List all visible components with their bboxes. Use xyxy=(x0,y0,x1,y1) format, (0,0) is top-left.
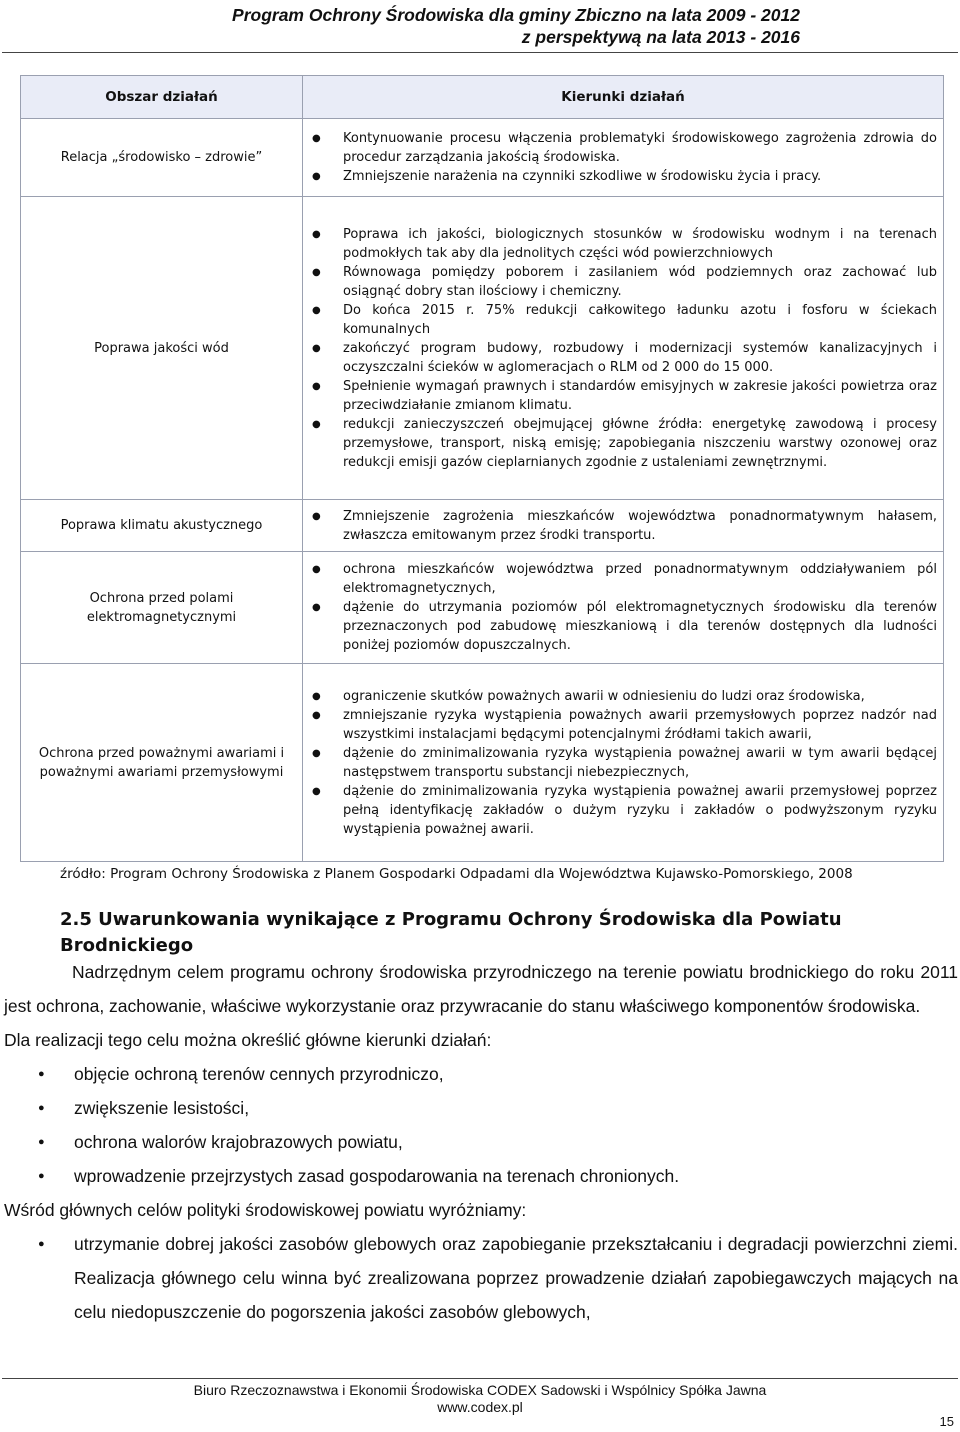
list-item: ● zmniejszanie ryzyka wystąpienia poważnych awarii przemysłowych poprzez nadzór nad wszystkimi instalacjami będącymi potencjalnymi źródłami takich awarii, xyxy=(303,706,943,744)
list-item: ● Zmniejszenie zagrożenia mieszkańców województwa ponadnormatywnym hałasem, zwłaszcza emitowanym przez środki transportu. xyxy=(303,507,943,545)
list-item: ● zakończyć program budowy, rozbudowy i modernizacji systemów kanalizacyjnych i oczyszczalni ścieków w aglomeracjach o RLM od 2 000 do 15 000. xyxy=(303,339,943,377)
footer-divider xyxy=(2,1378,958,1379)
goals-bullet-list xyxy=(4,1227,958,1329)
directions-cell xyxy=(303,552,944,664)
directions-cell xyxy=(303,500,944,552)
list-item: ● ochrona walorów krajobrazowych powiatu, xyxy=(4,1125,958,1159)
list-item: ● Spełnienie wymagań prawnych i standardów emisyjnych w zakresie jakości powietrza oraz przeciwdziałanie zmianom klimatu. xyxy=(303,377,943,415)
directions-cell xyxy=(303,119,944,197)
list-item: ● redukcji zanieczyszczeń obejmującej główne źródła: energetykę zawodową i procesy przemysłowe, transport, niską emisję; zapobiegania niszczeniu warstwy ozonowej oraz redukcji emisji gazów cieplarnianych zgodnie z ustaleniami zewnętrznymi. xyxy=(303,415,943,472)
directions-list xyxy=(303,687,943,839)
area-cell: Relacja „środowisko – zdrowie” xyxy=(21,119,303,197)
area-cell: Ochrona przed poważnymi awariami i poważnymi awariami przemysłowymi xyxy=(21,664,303,862)
directions-list xyxy=(303,225,943,472)
directions-list xyxy=(303,560,943,655)
column-header-area: Obszar działań xyxy=(21,76,303,119)
list-item: ● objęcie ochroną terenów cennych przyrodniczo, xyxy=(4,1057,958,1091)
goals-table xyxy=(20,75,944,862)
area-cell: Ochrona przed polami elektromagnetycznymi xyxy=(21,552,303,664)
table-row xyxy=(21,664,944,862)
column-header-directions: Kierunki działań xyxy=(303,76,944,119)
table-row xyxy=(21,500,944,552)
list-item: ● dążenie do zminimalizowania ryzyka wystąpienia poważnej awarii w tym awarii będącej następstwem transportu substancji niebezpiecznych, xyxy=(303,744,943,782)
list-item: ● Równowaga pomiędzy poborem i zasilaniem wód podziemnych oraz zachować lub osiągnąć dobry stan ilościowy i chemiczny. xyxy=(303,263,943,301)
table-row xyxy=(21,552,944,664)
table-header-row xyxy=(21,76,944,119)
body-text xyxy=(4,955,958,1329)
header-title-line2: z perspektywą na lata 2013 - 2016 xyxy=(521,27,800,47)
list-item: ● Do końca 2015 r. 75% redukcji całkowitego ładunku azotu i fosforu w ściekach komunalnych xyxy=(303,301,943,339)
list-item: ● utrzymanie dobrej jakości zasobów glebowych oraz zapobieganie przekształcaniu i degradacji powierzchni ziemi. Realizacja głównego celu winna być zrealizowana poprzez prowadzenie działań zapobiegawczych mających na celu niedopuszczenie do pogorszenia jakości zasobów glebowych, xyxy=(4,1227,958,1329)
paragraph: Wśród głównych celów polityki środowiskowej powiatu wyróżniamy: xyxy=(4,1200,527,1220)
table-row xyxy=(21,119,944,197)
list-item: ● Poprawa ich jakości, biologicznych stosunków w środowisku wodnym i na terenach podmokłych tak aby dla jednolitych części wód powierzchniowych xyxy=(303,225,943,263)
footer-website: www.codex.pl xyxy=(437,1399,523,1415)
list-item: ● Kontynuowanie procesu włączenia problematyki środowiskowego zagrożenia zdrowia do procedur zarządzania jakością środowiska. xyxy=(303,129,943,167)
list-item: ● wprowadzenie przejrzystych zasad gospodarowania na terenach chronionych. xyxy=(4,1159,958,1193)
directions-list xyxy=(303,129,943,186)
area-cell: Poprawa klimatu akustycznego xyxy=(21,500,303,552)
header-divider xyxy=(2,52,958,53)
list-item: ● ochrona mieszkańców województwa przed ponadnormatywnym oddziaływaniem pól elektromagnetycznych, xyxy=(303,560,943,598)
page-footer xyxy=(0,1382,960,1416)
directions-cell xyxy=(303,664,944,862)
footer-company: Biuro Rzeczoznawstwa i Ekonomii Środowiska CODEX Sadowski i Wspólnicy Spółka Jawna xyxy=(193,1382,767,1398)
directions-cell xyxy=(303,197,944,500)
list-item: ● dążenie do zminimalizowania ryzyka wystąpienia poważnej awarii przemysłowej poprzez pełną identyfikację zakładów o dużym ryzyku i zakładów o podwyższonym ryzyku wystąpienia poważnej awarii. xyxy=(303,782,943,839)
section-heading: 2.5 Uwarunkowania wynikające z Programu Ochrony Środowiska dla Powiatu Brodnickiego xyxy=(60,909,842,956)
table-row xyxy=(21,197,944,500)
page-header xyxy=(232,4,800,48)
list-item: ● dążenie do utrzymania poziomów pól elektromagnetycznych środowisku dla terenów przeznaczonych pod zabudowę mieszkaniową i dla terenów dostępnych dla ludności poniżej poziomów dopuszczalnych. xyxy=(303,598,943,655)
table-source-note: źródło: Program Ochrony Środowiska z Planem Gospodarki Odpadami dla Województwa Kujawsko-Pomorskiego, 2008 xyxy=(60,866,853,882)
directions-bullet-list xyxy=(4,1057,958,1193)
list-item: ● Zmniejszenie narażenia na czynniki szkodliwe w środowisku życia i pracy. xyxy=(303,167,943,186)
list-item: ● zwiększenie lesistości, xyxy=(4,1091,958,1125)
list-item: ● ograniczenie skutków poważnych awarii w odniesieniu do ludzi oraz środowiska, xyxy=(303,687,943,706)
area-cell: Poprawa jakości wód xyxy=(21,197,303,500)
page-number: 15 xyxy=(939,1414,954,1429)
paragraph: Dla realizacji tego celu można określić główne kierunki działań: xyxy=(4,1030,492,1050)
header-title-line1: Program Ochrony Środowiska dla gminy Zbiczno na lata 2009 - 2012 xyxy=(232,5,800,25)
directions-list xyxy=(303,507,943,545)
paragraph: Nadrzędnym celem programu ochrony środowiska przyrodniczego na terenie powiatu brodnickiego do roku 2011 jest ochrona, zachowanie, właściwe wykorzystanie oraz przywracanie do stanu właściwego komponentów środowiska. xyxy=(4,962,958,1016)
